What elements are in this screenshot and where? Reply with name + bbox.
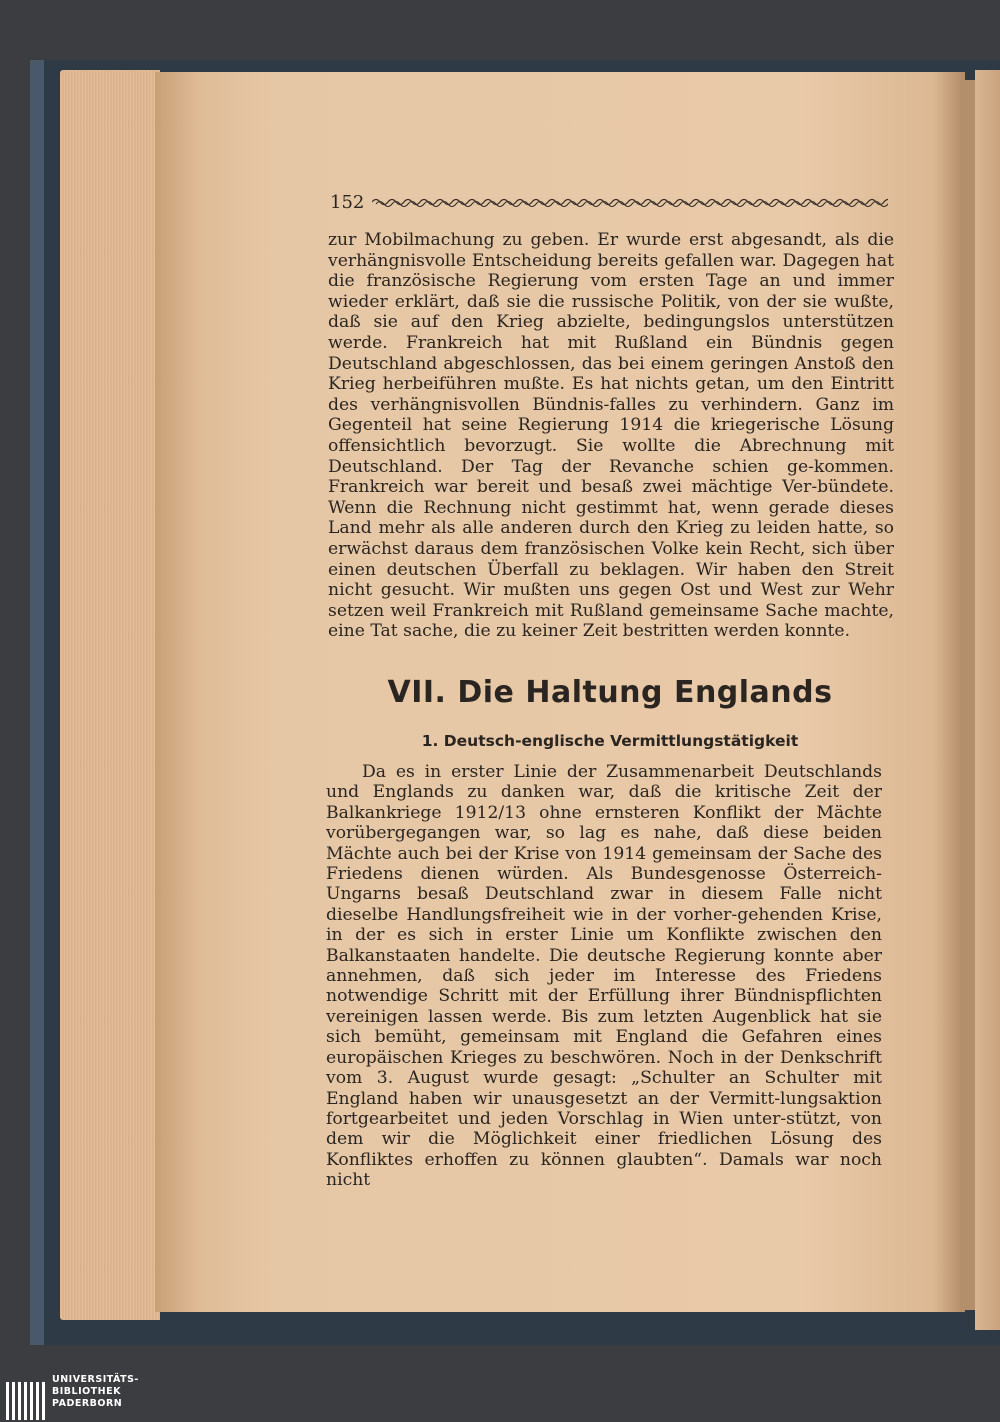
page-header (330, 190, 890, 218)
library-logo-text (52, 1374, 139, 1410)
barcode-stripes-icon (6, 1376, 46, 1422)
logo-line: UNIVERSITÄTS- (52, 1374, 139, 1385)
library-logo (0, 1370, 180, 1422)
wave-ornament-icon (372, 194, 888, 210)
cover-spine-edge (30, 60, 44, 1345)
body-paragraph: Da es in erster Linie der Zusammenarbeit Deutschlands und Englands zu danken war, daß die kritische Zeit der Balkankriege 1912/13 ohne ernsteren Konflikt der Mächte vorübergegangen war, so lag es nahe, daß diese beiden Mächte auch bei der Krise von 1914 gemeinsam der Sache des Friedens dienen würden. Als Bundesgenosse Österreich-Ungarns besaß Deutschland zwar in diesem Falle nicht dieselbe Handlungsfreiheit wie in der vorher-gehenden Krise, in der es sich in erster Linie um Konflikte zwischen den Balkanstaaten handelte. Die deutsche Regierung konnte aber annehmen, daß sich jeder im Interesse des Friedens notwendige Schritt mit der Erfüllung ihrer Bündnispflichten vereinigen lassen werde. Bis zum letzten Augenblick hat sie sich bemüht, gemeinsam mit England die Gefahren eines europäischen Krieges zu beschwören. Noch in der Denkschrift vom 3. August wurde gesagt: „Schulter an Schulter mit England haben wir unausgesetzt an der Vermitt-lungsaktion fortgearbeitet und jeden Vorschlag in Wien unter-stützt, von dem wir die Möglichkeit einer friedlichen Lösung des Konfliktes erhoffen zu können glaubten“. Damals war noch nicht (326, 762, 882, 1191)
page-number: 152 (330, 192, 365, 213)
logo-line: PADERBORN (52, 1398, 123, 1409)
chapter-title: VII. Die Haltung Englands (387, 675, 833, 710)
page-stack-edges (60, 70, 160, 1320)
section-heading: 1. Deutsch-englische Vermittlungstätigkeit (421, 732, 799, 750)
facing-page-edge (975, 70, 1000, 1330)
body-paragraph: zur Mobilmachung zu geben. Er wurde erst abgesandt, als die verhängnisvolle Entscheidung bereits gefallen war. Dagegen hat die französische Regierung vom ersten Tage an und immer wieder erklärt, daß sie die russische Politik, von der sie wußte, daß sie auf den Krieg abzielte, bedingungslos unterstützen werde. Frankreich hat mit Rußland ein Bündnis gegen Deutschland abgeschlossen, das bei einem geringen Anstoß den Krieg herbeiführen mußte. Es hat nichts getan, um den Eintritt des verhängnisvollen Bündnis-falles zu verhindern. Ganz im Gegenteil hat seine Regierung 1914 die kriegerische Lösung offensichtlich bevorzugt. Sie wollte die Abrechnung mit Deutschland. Der Tag der Revanche schien ge-kommen. Frankreich war bereit und besaß zwei mächtige Ver-bündete. Wenn die Rechnung nicht gestimmt hat, wenn gerade dieses Land mehr als alle anderen durch den Krieg zu leiden hatte, so erwächst daraus dem französischen Volke kein Recht, sich über einen deutschen Überfall zu beklagen. Wir haben den Streit nicht gesucht. Wir mußten uns gegen Ost und West zur Wehr setzen weil Frankreich mit Rußland gemeinsame Sache machte, eine Tat sache, die zu keiner Zeit bestritten werden konnte. (328, 230, 894, 642)
logo-line: BIBLIOTHEK (52, 1386, 121, 1397)
